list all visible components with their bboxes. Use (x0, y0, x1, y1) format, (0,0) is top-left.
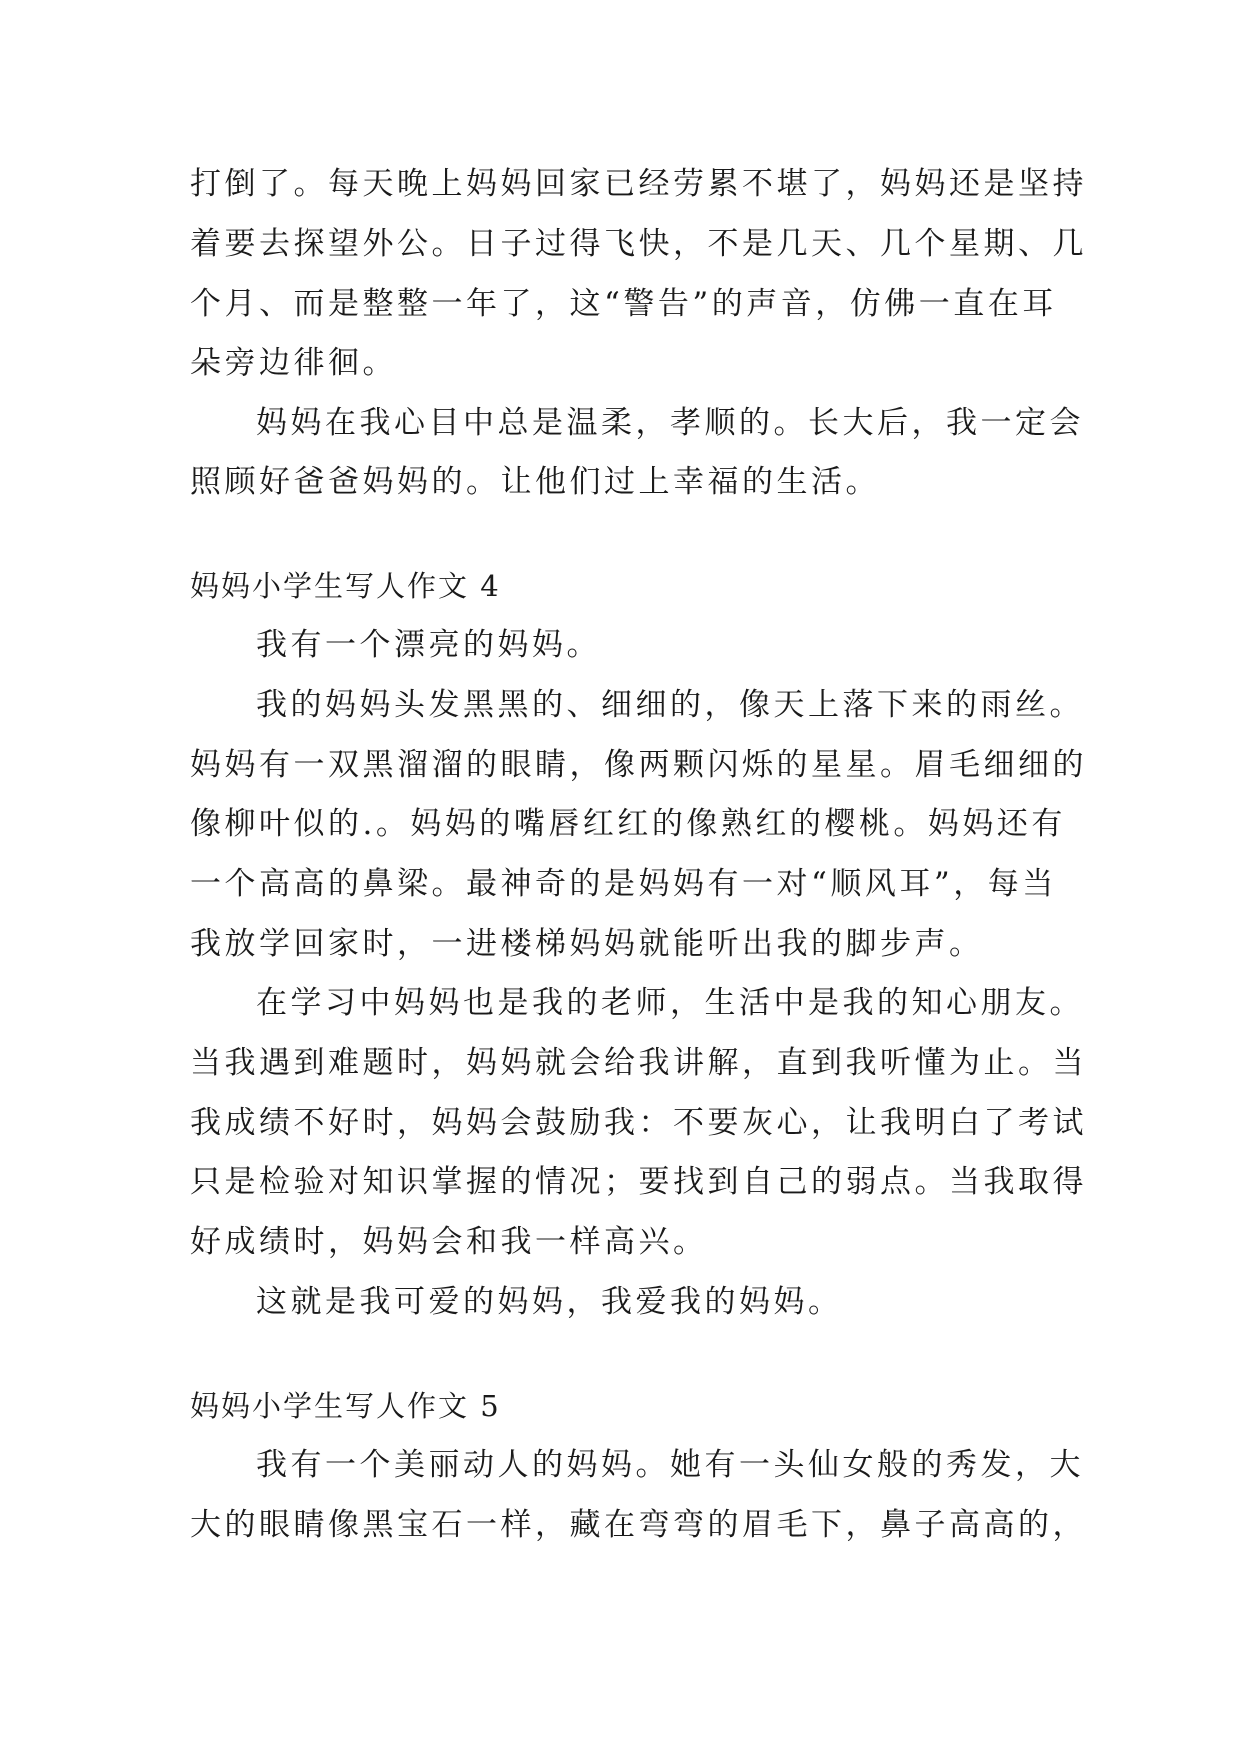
text-line: 像柳叶似的.。妈妈的嘴唇红红的像熟红的樱桃。妈妈还有 (190, 806, 1066, 842)
paragraph-first-line: 我的妈妈头发黑黑的、细细的，像天上落下来的雨丝。 (256, 687, 1084, 723)
paragraph-first-line: 在学习中妈妈也是我的老师，生活中是我的知心朋友。 (256, 985, 1084, 1021)
text-line: 大的眼睛像黑宝石一样，藏在弯弯的眉毛下，鼻子高高的， (190, 1507, 1087, 1543)
text-line: 着要去探望外公。日子过得飞快，不是几天、几个星期、几 (190, 226, 1087, 262)
essay-heading: 妈妈小学生写人作文 4 (190, 569, 501, 603)
text-line: 照顾好爸爸妈妈的。让他们过上幸福的生活。 (190, 464, 880, 500)
text-line: 当我遇到难题时，妈妈就会给我讲解，直到我听懂为止。当 (190, 1045, 1087, 1081)
text-line: 朵旁边徘徊。 (190, 345, 397, 381)
text-line: 我成绩不好时，妈妈会鼓励我：不要灰心，让我明白了考试 (190, 1105, 1087, 1141)
text-line: 我放学回家时，一进楼梯妈妈就能听出我的脚步声。 (190, 926, 984, 962)
essay-heading: 妈妈小学生写人作文 5 (190, 1389, 501, 1423)
text-line: 妈妈有一双黑溜溜的眼睛，像两颗闪烁的星星。眉毛细细的 (190, 747, 1087, 783)
paragraph-first-line: 我有一个美丽动人的妈妈。她有一头仙女般的秀发，大 (256, 1447, 1084, 1483)
text-line: 只是检验对知识掌握的情况；要找到自己的弱点。当我取得 (190, 1164, 1087, 1200)
text-line: 个月、而是整整一年了，这“警告”的声音，仿佛一直在耳 (190, 286, 1057, 322)
text-line: 打倒了。每天晚上妈妈回家已经劳累不堪了，妈妈还是坚持 (190, 166, 1087, 202)
paragraph-first-line: 妈妈在我心目中总是温柔，孝顺的。长大后，我一定会 (256, 405, 1084, 441)
paragraph-first-line: 我有一个漂亮的妈妈。 (256, 627, 601, 663)
text-line: 一个高高的鼻梁。最神奇的是妈妈有一对“顺风耳”，每当 (190, 866, 1057, 902)
paragraph-first-line: 这就是我可爱的妈妈，我爱我的妈妈。 (256, 1284, 843, 1320)
text-line: 好成绩时，妈妈会和我一样高兴。 (190, 1224, 708, 1260)
